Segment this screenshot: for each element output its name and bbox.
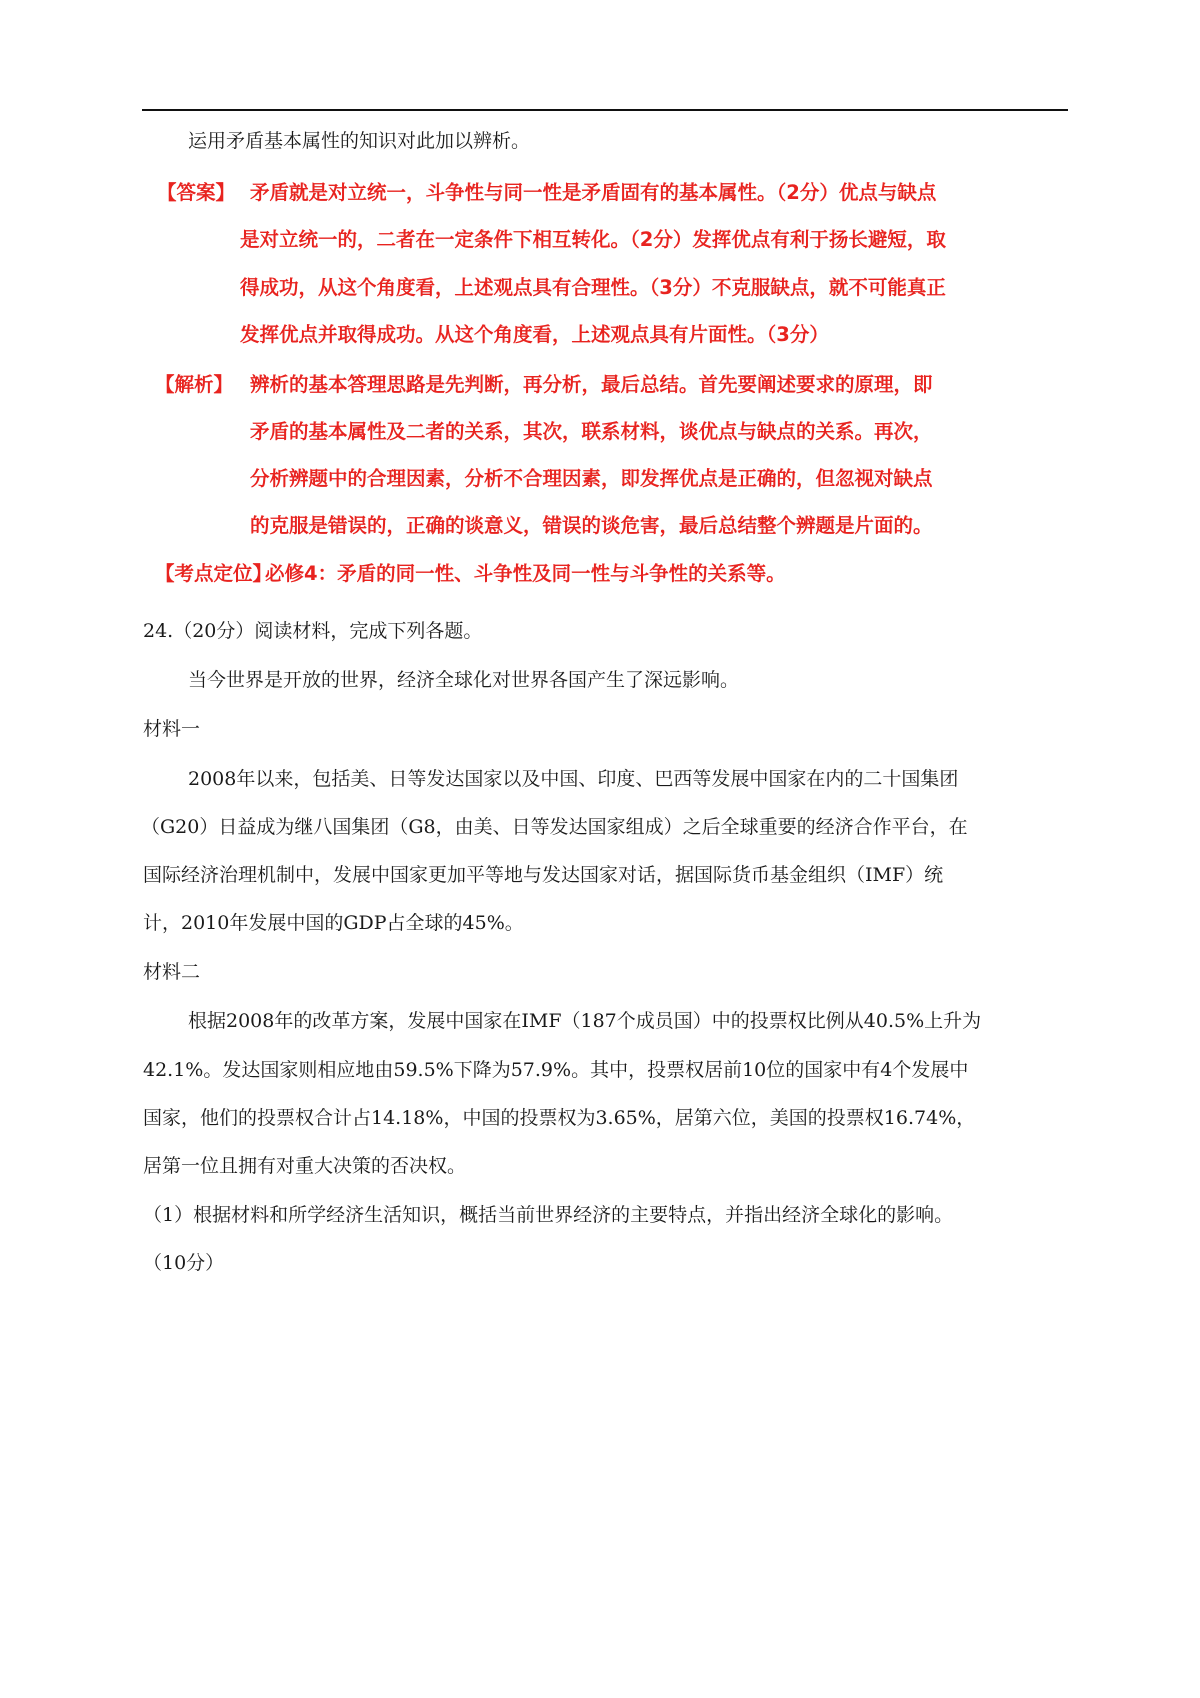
- analysis-tag: 【解析】: [155, 373, 234, 396]
- sub-question-1: （1）根据材料和所学经济生活知识，概括当前世界经济的主要特点，并指出经济全球化的影响。: [143, 1204, 954, 1226]
- analysis-line: 辨析的基本答理思路是先判断，再分析，最后总结。首先要阐述要求的原理，即: [250, 373, 933, 396]
- intro-line: 运用矛盾基本属性的知识对此加以辨析。: [188, 130, 531, 152]
- analysis-line: 的克服是错误的，正确的谈意义，错误的谈危害，最后总结整个辨题是片面的。: [250, 514, 933, 537]
- answer-line: 是对立统一的，二者在一定条件下相互转化。（2分）发挥优点有利于扬长避短，取: [240, 228, 946, 251]
- material-2-line: 国家，他们的投票权合计占14.18%，中国的投票权为3.65%，居第六位，美国的投票权16.74%，: [143, 1107, 976, 1129]
- question-24-lead: 当今世界是开放的世界，经济全球化对世界各国产生了深远影响。: [188, 669, 740, 691]
- kaodian-text: 必修4：矛盾的同一性、斗争性及同一性与斗争性的关系等。: [265, 562, 786, 585]
- material-1-line: 计，2010年发展中国的GDP占全球的45%。: [143, 912, 524, 934]
- analysis-line: 矛盾的基本属性及二者的关系，其次，联系材料，谈优点与缺点的关系。再次，: [250, 420, 933, 443]
- answer-line: 发挥优点并取得成功。从这个角度看，上述观点具有片面性。（3分）: [240, 323, 829, 346]
- kaodian-tag: 【考点定位】: [155, 562, 273, 585]
- answer-line: 得成功，从这个角度看，上述观点具有合理性。（3分）不克服缺点，就不可能真正: [240, 276, 946, 299]
- header-rule: [142, 109, 1068, 111]
- material-1-line: 2008年以来，包括美、日等发达国家以及中国、印度、巴西等发展中国家在内的二十国集团: [188, 768, 959, 790]
- sub-question-1-score: （10分）: [143, 1252, 225, 1274]
- material-2-line: 42.1%。发达国家则相应地由59.5%下降为57.9%。其中，投票权居前10位的国家中有4个发展中: [143, 1059, 969, 1081]
- material-1-label: 材料一: [143, 718, 201, 740]
- answer-tag: 【答案】: [157, 181, 236, 204]
- material-2-line: 根据2008年的改革方案，发展中国家在IMF（187个成员国）中的投票权比例从40.5%上升为: [188, 1010, 982, 1032]
- analysis-line: 分析辨题中的合理因素，分析不合理因素，即发挥优点是正确的，但忽视对缺点: [250, 467, 933, 490]
- material-1-line: 国际经济治理机制中，发展中国家更加平等地与发达国家对话，据国际货币基金组织（IMF）统: [143, 864, 944, 886]
- material-2-label: 材料二: [143, 961, 201, 983]
- material-2-line: 居第一位且拥有对重大决策的否决权。: [143, 1155, 467, 1177]
- answer-line: 矛盾就是对立统一，斗争性与同一性是矛盾固有的基本属性。（2分）优点与缺点: [250, 181, 937, 204]
- question-24-title: 24.（20分）阅读材料，完成下列各题。: [143, 620, 483, 642]
- material-1-line: （G20）日益成为继八国集团（G8，由美、日等发达国家组成）之后全球重要的经济合作平台，在: [141, 816, 968, 838]
